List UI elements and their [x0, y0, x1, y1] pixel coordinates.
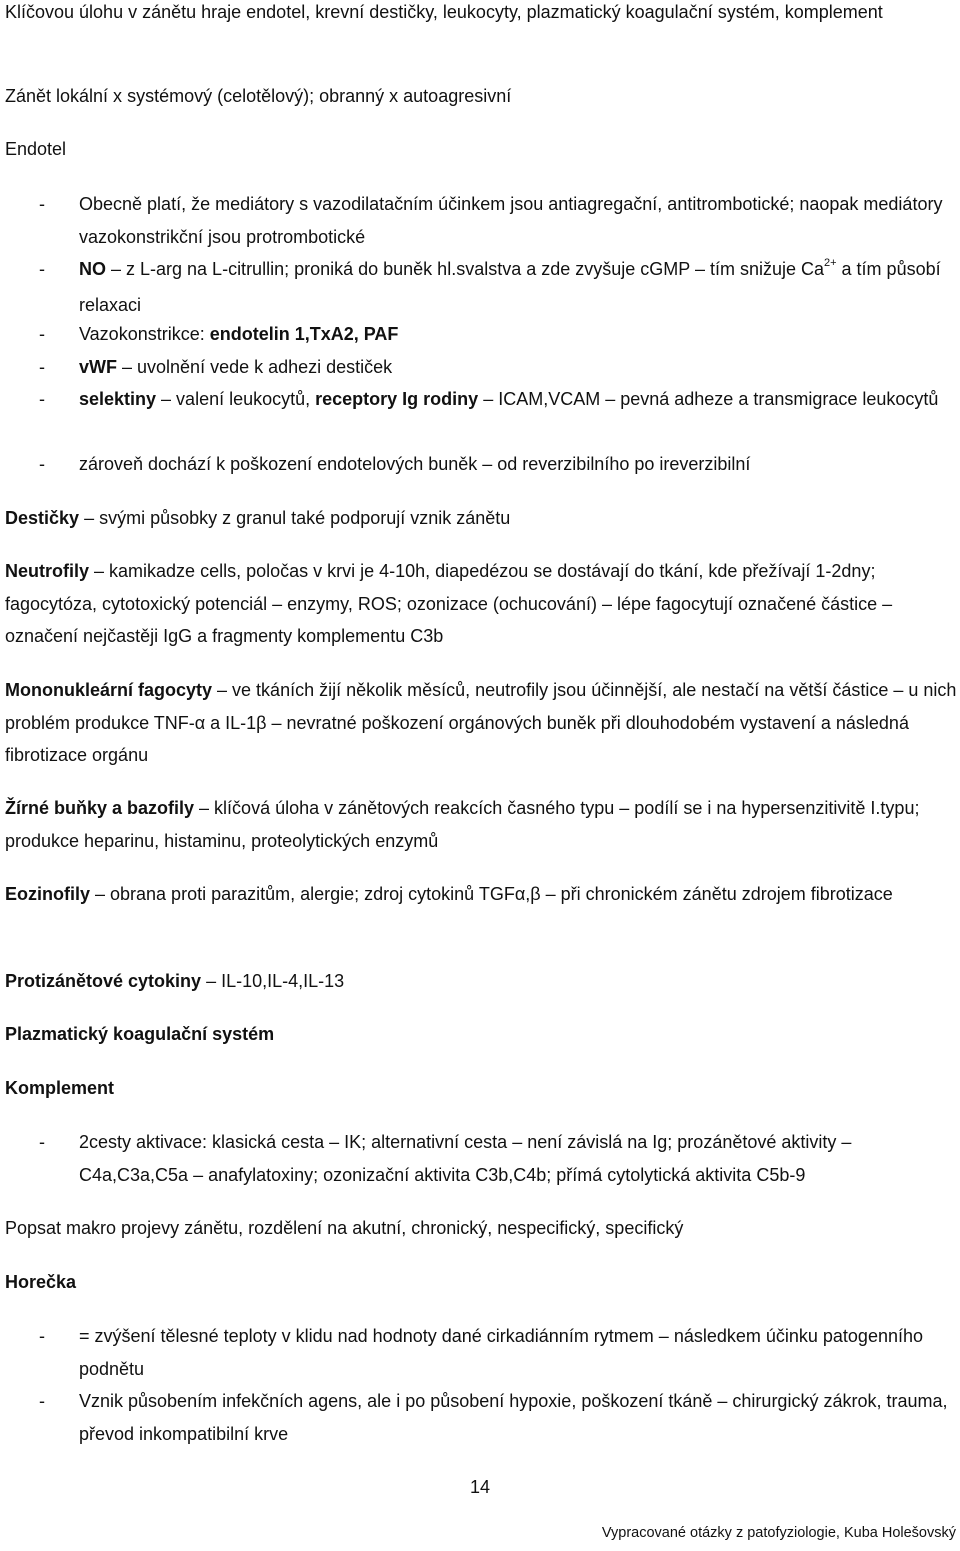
- paragraph-zirne-bunky: Žírné buňky a bazofily – klíčová úloha v zánětových reakcích časného typu – podílí se i na hypersenzitivitě I.typu; produkce heparinu, histaminu, proteolytických enzymů: [5, 798, 920, 851]
- paragraph-cytokiny: Protizánětové cytokiny – IL-10,IL-4,IL-13: [5, 971, 345, 991]
- heading-koagulacni-system: Plazmatický koagulační systém: [5, 1024, 275, 1044]
- page-number: 14: [469, 1477, 491, 1497]
- paragraph-desticky: Destičky – svými působky z granul také podporují vznik zánětu: [5, 508, 511, 528]
- paragraph-mononuklearni: Mononukleární fagocyty – ve tkáních žijí několik měsíců, neutrofily jsou účinnější, ale nestačí na větší částice – u nich problém produkce TNF-α a IL-1β – nevratné poškození orgánových buněk při dlouhodobém vystavení a následná fibrotizace orgánu: [5, 680, 957, 765]
- heading-endotel: Endotel: [5, 139, 67, 159]
- superscript: 2+: [824, 257, 837, 269]
- heading-horecka: Horečka: [5, 1272, 77, 1292]
- paragraph-makro-projevy: Popsat makro projevy zánětu, rozdělení na akutní, chronický, nespecifický, specifický: [5, 1218, 684, 1238]
- inflammation-types: Zánět lokální x systémový (celotělový); obranný x autoagresivní: [5, 86, 512, 106]
- paragraph-neutrofily: Neutrofily – kamikadze cells, poločas v krvi je 4-10h, diapedézou se dostávají do tkání, kde přežívají 1-2dny; fagocytóza, cytotoxický potenciál – enzymy, ROS; ozonizace (ochucování) – lépe fagocytují označené částice – označení nejčastěji IgG a fragmenty komplementu C3b: [5, 561, 893, 646]
- intro-paragraph: Klíčovou úlohu v zánětu hraje endotel, krevní destičky, leukocyty, plazmatický koagulační systém, komplement: [5, 2, 883, 22]
- paragraph-eozinofily: Eozinofily – obrana proti parazitům, alergie; zdroj cytokinů TGFα,β – při chronickém zánětu zdrojem fibrotizace: [5, 884, 893, 904]
- footer: Vypracované otázky z patofyziologie, Kuba Holešovský: [601, 1525, 956, 1541]
- heading-komplement: Komplement: [5, 1078, 115, 1098]
